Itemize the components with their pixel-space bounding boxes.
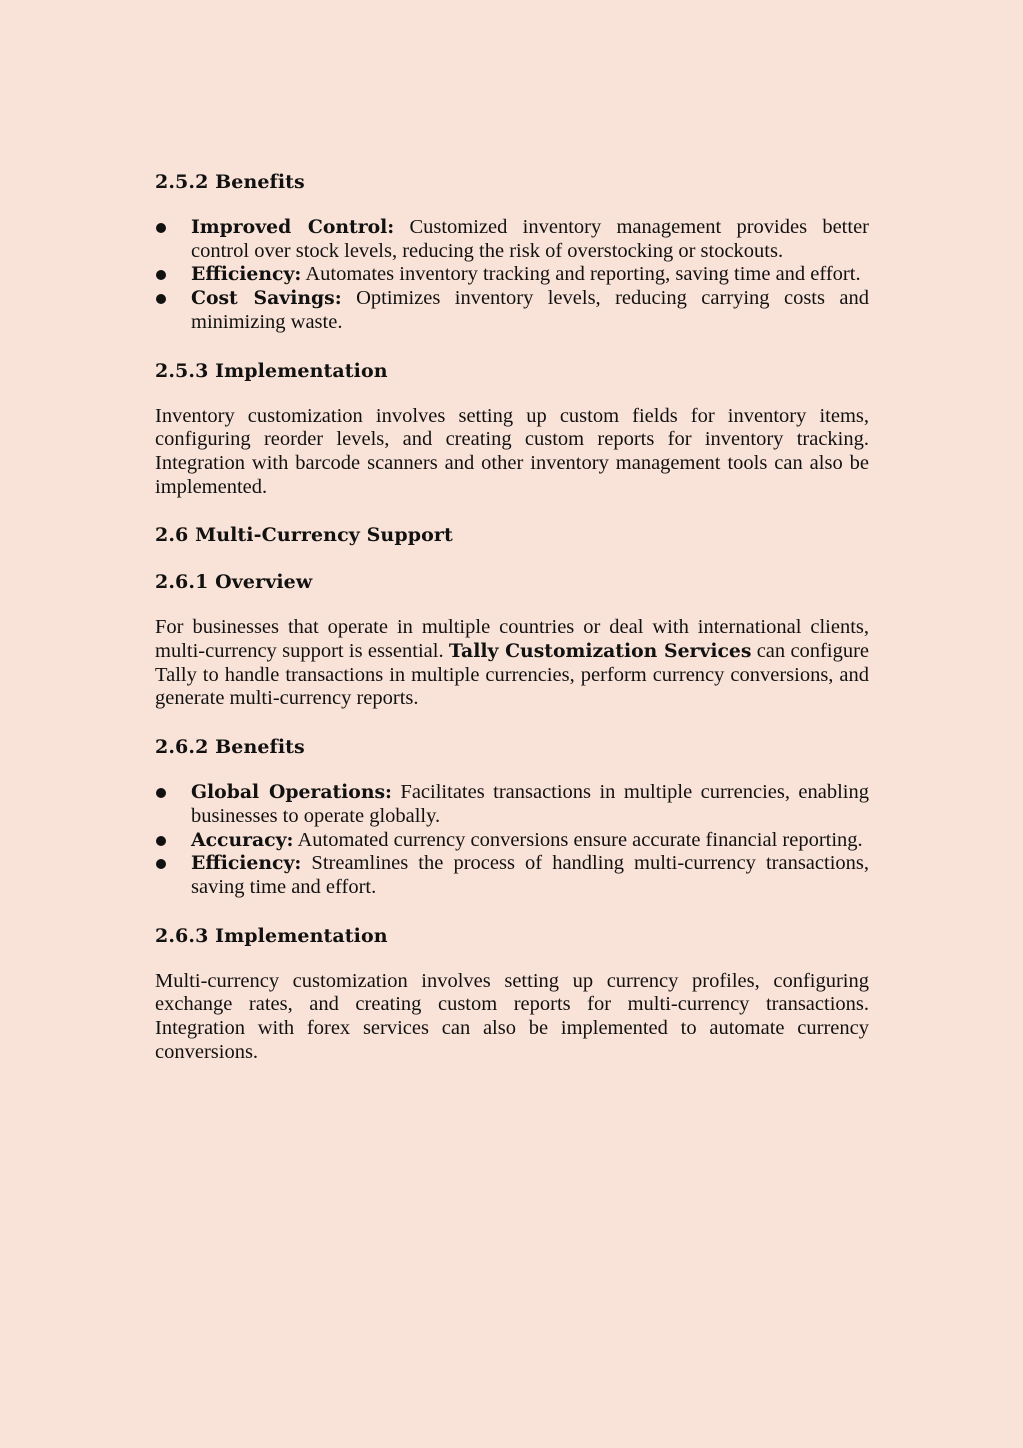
section-heading-2-5-2: 2.5.2 Benefits xyxy=(155,171,305,193)
list-item-term: Accuracy: xyxy=(191,828,294,851)
benefits-list-2-5-2 xyxy=(155,216,869,335)
list-item-text: Optimizes inventory levels, reducing carrying costs and minimizing waste. xyxy=(191,287,869,333)
section-heading-2-6-2: 2.6.2 Benefits xyxy=(155,736,305,759)
list-item xyxy=(155,216,869,263)
paragraph-2-6-1 xyxy=(155,616,869,711)
paragraph-text: For businesses that operate in multiple countries or deal with international clients, multi-currency support is essential. xyxy=(155,616,869,663)
bullet-icon xyxy=(156,859,166,869)
list-item-text: Customized inventory management provides better control over stock levels, reducing the risk of overstocking or stockouts. xyxy=(191,216,870,262)
list-item xyxy=(155,852,869,899)
list-item-text: Facilitates transactions in multiple currencies, enabling businesses to operate globally. xyxy=(191,781,869,827)
list-item-term: Improved Control: xyxy=(191,216,395,238)
list-item-text: Automates inventory tracking and reporting, saving time and effort. xyxy=(301,263,861,286)
list-item-text: Automated currency conversions ensure accurate financial reporting. xyxy=(293,828,863,851)
bullet-icon xyxy=(156,294,166,304)
paragraph-text: can configure Tally to handle transactions in multiple currencies, perform currency conversions, and generate multi-currency reports. xyxy=(155,640,869,710)
bullet-icon xyxy=(156,788,166,798)
section-heading-2-6-3: 2.6.3 Implementation xyxy=(155,924,388,947)
list-item xyxy=(155,287,869,334)
list-item xyxy=(155,829,869,853)
list-item-term: Global Operations: xyxy=(191,781,392,804)
bullet-icon xyxy=(156,836,166,846)
paragraph-2-5-3: Inventory customization involves setting up custom fields for inventory items, configuring reorder levels, and creating custom reports for inventory tracking. Integration with barcode scanners and other inventory management tools can also be implemented. xyxy=(155,404,869,498)
list-item xyxy=(155,263,869,287)
list-item-text: Streamlines the process of handling multi-currency transactions, saving time and effort. xyxy=(191,852,869,898)
benefits-list-2-6-2 xyxy=(155,781,869,900)
document-page xyxy=(155,169,869,1087)
paragraph-bold-text: Tally Customization Services xyxy=(448,640,752,663)
list-item-term: Efficiency: xyxy=(191,263,302,286)
section-heading-2-6: 2.6 Multi-Currency Support xyxy=(155,524,453,547)
list-item-term: Efficiency: xyxy=(191,852,302,875)
list-item-term: Cost Savings: xyxy=(191,287,342,310)
section-heading-2-6-1: 2.6.1 Overview xyxy=(155,571,313,594)
bullet-icon xyxy=(156,270,166,280)
paragraph-2-6-3: Multi-currency customization involves setting up currency profiles, configuring exchange rates, and creating custom reports for multi-currency transactions. Integration with forex services can also be implemented to automate currency conversions. xyxy=(155,969,869,1063)
list-item xyxy=(155,781,869,828)
section-heading-2-5-3: 2.5.3 Implementation xyxy=(155,359,388,382)
bullet-icon xyxy=(156,223,166,233)
